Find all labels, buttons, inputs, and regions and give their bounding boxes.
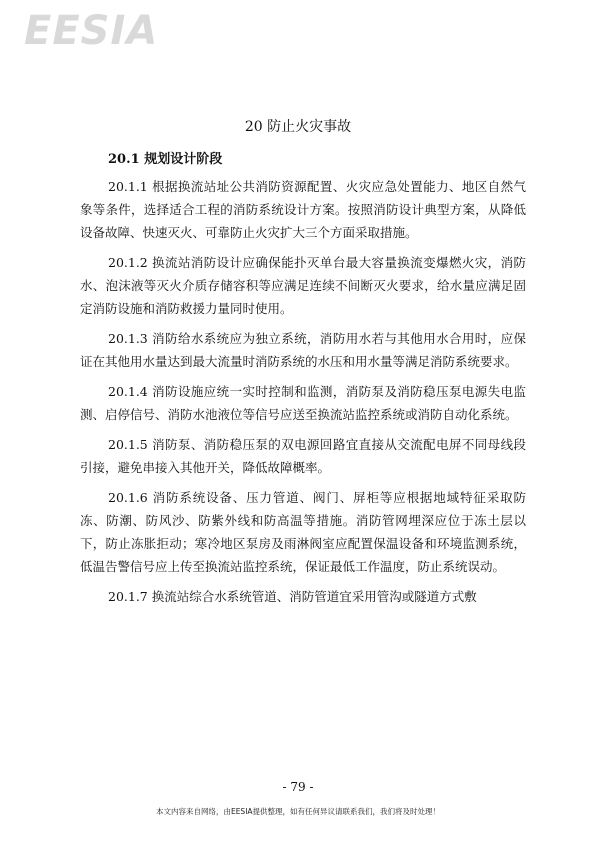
body-content [80, 175, 526, 615]
paragraph-20-1-3: 20.1.3 消防给水系统应为独立系统，消防用水若与其他用水合用时，应保证在其他用水量达到最大流量时消防系统的水压和用水量等满足消防系统要求。 [80, 331, 526, 369]
paragraph-20-1-1: 20.1.1 根据换流站址公共消防资源配置、火灾应急处置能力、地区自然气象等条件，选择适合工程的消防系统设计方案。按照消防设计典型方案，从降低设备故障、快速灭火、可靠防止火灾扩大三个方面采取措施。 [80, 179, 526, 240]
paragraph-20-1-4: 20.1.4 消防设施应统一实时控制和监测，消防泵及消防稳压泵电源失电监测、启停信号、消防水池液位等信号应送至换流站监控系统或消防自动化系统。 [80, 384, 526, 422]
paragraph-20-1-5: 20.1.5 消防泵、消防稳压泵的双电源回路宜直接从交流配电屏不同母线段引接，避免串接入其他开关，降低故障概率。 [80, 437, 526, 475]
footer-note: 本文内容来自网络，由EESIA提供整理，如有任何异议请联系我们，我们将及时处理！ [155, 807, 441, 816]
chapter-title: 20 防止火灾事故 [244, 119, 352, 135]
paragraph-20-1-7: 20.1.7 换流站综合水系统管道、消防管道宜采用管沟或隧道方式敷 [108, 589, 477, 604]
section-title: 20.1 规划设计阶段 [108, 152, 223, 167]
eesia-watermark-logo: EESIA [24, 8, 159, 54]
paragraph-20-1-2: 20.1.2 换流站消防设计应确保能扑灭单台最大容量换流变爆燃火灾，消防水、泡沫液等灭火介质存储容积等应满足连续不间断灭火要求，给水量应满足固定消防设施和消防救援力量同时使用。 [80, 255, 526, 316]
paragraph-20-1-6: 20.1.6 消防系统设备、压力管道、阀门、屏柜等应根据地域特征采取防冻、防潮、防风沙、防紫外线和防高温等措施。消防管网埋深应位于冻土层以下，防止冻胀拒动；寒冷地区泵房及雨淋阀室应配置保温设备和环境监测系统，低温告警信号应上传至换流站监控系统，保证最低工作温度，防止系统误动。 [80, 490, 526, 574]
page-number: - 79 - [282, 780, 314, 794]
